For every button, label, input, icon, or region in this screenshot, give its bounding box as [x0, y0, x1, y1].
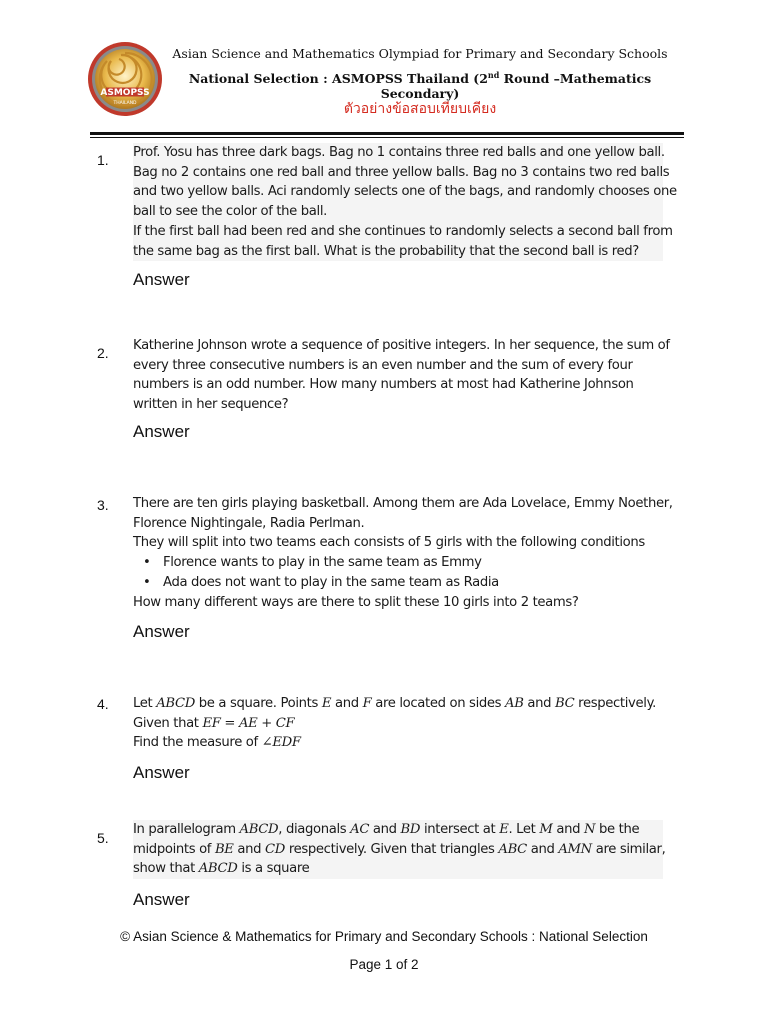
question-1-line: Bag no 2 contains one red ball and three yellow balls. Bag no 3 contains two red balls: [133, 164, 670, 180]
question-5-number: 5.: [97, 830, 109, 846]
q5-text: are similar,: [591, 841, 666, 857]
question-5-line-1: [133, 820, 663, 840]
q4-text: Find the measure of: [133, 735, 262, 751]
question-4-line-1: [133, 694, 663, 714]
question-5-line-2: [133, 840, 666, 860]
question-2-line: written in her sequence?: [133, 397, 289, 413]
q4-text: Given that: [133, 715, 203, 731]
q4-text: and: [331, 696, 363, 711]
header-line2-sup: nd: [487, 70, 500, 80]
q5-text: , diagonals: [278, 822, 351, 837]
question-3-answer-label: Answer: [133, 622, 190, 641]
header-divider-thick: [90, 132, 684, 135]
footer-copyright: © Asian Science & Mathematics for Primary and Secondary Schools : National Selection: [120, 929, 648, 944]
q5-math: CD: [265, 841, 285, 857]
question-3-bullet: • Ada does not want to play in the same team as Radia: [133, 573, 663, 593]
q5-math: N: [583, 822, 596, 837]
footer-page-number: Page 1 of 2: [349, 957, 419, 972]
q4-math: ∠EDF: [261, 735, 301, 751]
q5-text: and: [369, 822, 401, 837]
question-5-answer-label: Answer: [133, 890, 190, 909]
question-1-line: Prof. Yosu has three dark bags. Bag no 1 contains three red balls and one yellow ball.: [133, 145, 665, 160]
question-4-text: [133, 694, 663, 753]
header-thai-subtitle: ตัวอย่างข้อสอบเทียบเคียง: [343, 101, 497, 117]
question-1-line: If the first ball had been red and she continues to randomly selects a second ball from: [133, 223, 673, 239]
header-national-selection: [170, 70, 670, 101]
q4-math: F: [362, 696, 372, 711]
question-4-line-3: [133, 733, 663, 753]
q5-math: E: [499, 822, 509, 837]
q4-math: ABCD: [156, 696, 195, 711]
question-4-line-2: [133, 714, 663, 734]
q4-text: respectively.: [574, 696, 657, 711]
question-2-line: Katherine Johnson wrote a sequence of positive integers. In her sequence, the sum of: [133, 338, 670, 353]
question-2-number: 2.: [97, 345, 109, 361]
header-divider-thin: [90, 137, 684, 138]
q4-text: Let: [133, 696, 157, 711]
question-1-line: ball to see the color of the ball.: [133, 204, 328, 220]
q5-text: and: [233, 841, 266, 857]
header-line2-pre: National Selection : ASMOPSS Thailand (2: [188, 71, 488, 87]
question-3-closing: How many different ways are there to split these 10 girls into 2 teams?: [133, 594, 579, 610]
q5-text: be the: [595, 822, 640, 837]
q5-text: midpoints of: [133, 841, 215, 857]
logo-subtext: THAILAND: [113, 101, 137, 106]
question-3-number: 3.: [97, 497, 109, 513]
q4-math: E: [321, 696, 332, 711]
question-1-line: and two yellow balls. Aci randomly selects one of the bags, and randomly chooses one: [133, 184, 677, 200]
q5-text: respectively. Given that triangles: [284, 841, 499, 857]
q5-math: ABCD: [239, 822, 279, 837]
question-1-text: [133, 143, 677, 261]
question-1-line: the same bag as the first ball. What is the probability that the second ball is red?: [133, 243, 639, 259]
q5-text: is a square: [237, 861, 310, 877]
q4-text: be a square. Points: [194, 696, 322, 711]
question-4-number: 4.: [97, 696, 109, 712]
question-2-text: [133, 336, 670, 415]
q5-text: show that: [133, 861, 199, 877]
asmopss-logo: [86, 40, 164, 118]
question-3-line: They will split into two teams each consists of 5 girls with the following conditions: [133, 535, 645, 551]
q5-text: and: [526, 841, 559, 857]
q5-math: M: [539, 822, 553, 837]
question-3-text: [133, 494, 673, 612]
question-3-line: Florence Nightingale, Radia Perlman.: [133, 515, 365, 531]
question-3-line: There are ten girls playing basketball. Among them are Ada Lovelace, Emmy Noether,: [133, 496, 673, 511]
question-5-text: [133, 820, 666, 879]
q4-math: AB: [505, 696, 524, 711]
header-line2-post: Round –Mathematics Secondary): [380, 71, 652, 102]
question-2-line: every three consecutive numbers is an even number and the sum of every four: [133, 357, 633, 373]
q4-math: BC: [555, 696, 575, 711]
q4-text: are located on sides: [371, 696, 506, 711]
q5-text: . Let: [508, 822, 540, 837]
question-2-line: numbers is an odd number. How many numbers at most had Katherine Johnson: [133, 377, 634, 393]
q4-math: EF = AE + CF: [202, 715, 295, 731]
q5-text: intersect at: [420, 822, 500, 837]
q5-text: In parallelogram: [133, 822, 240, 837]
q5-math: AMN: [558, 841, 592, 857]
question-1-number: 1.: [97, 152, 109, 168]
question-1-answer-label: Answer: [133, 270, 190, 289]
question-5-line-3: [133, 859, 663, 879]
header-olympiad-name: Asian Science and Mathematics Olympiad for Primary and Secondary Schools: [172, 46, 668, 61]
question-4-answer-label: Answer: [133, 763, 190, 782]
q5-math: AC: [350, 822, 370, 837]
q5-math: BE: [214, 841, 234, 857]
q4-text: and: [523, 696, 555, 711]
q5-math: BD: [400, 822, 421, 837]
q5-text: and: [552, 822, 584, 837]
logo-text: ASMOPSS: [100, 88, 150, 98]
q5-math: ABC: [498, 841, 527, 857]
question-3-bullet: • Florence wants to play in the same team as Emmy: [133, 553, 663, 573]
question-2-answer-label: Answer: [133, 422, 190, 441]
q5-math: ABCD: [198, 861, 238, 877]
